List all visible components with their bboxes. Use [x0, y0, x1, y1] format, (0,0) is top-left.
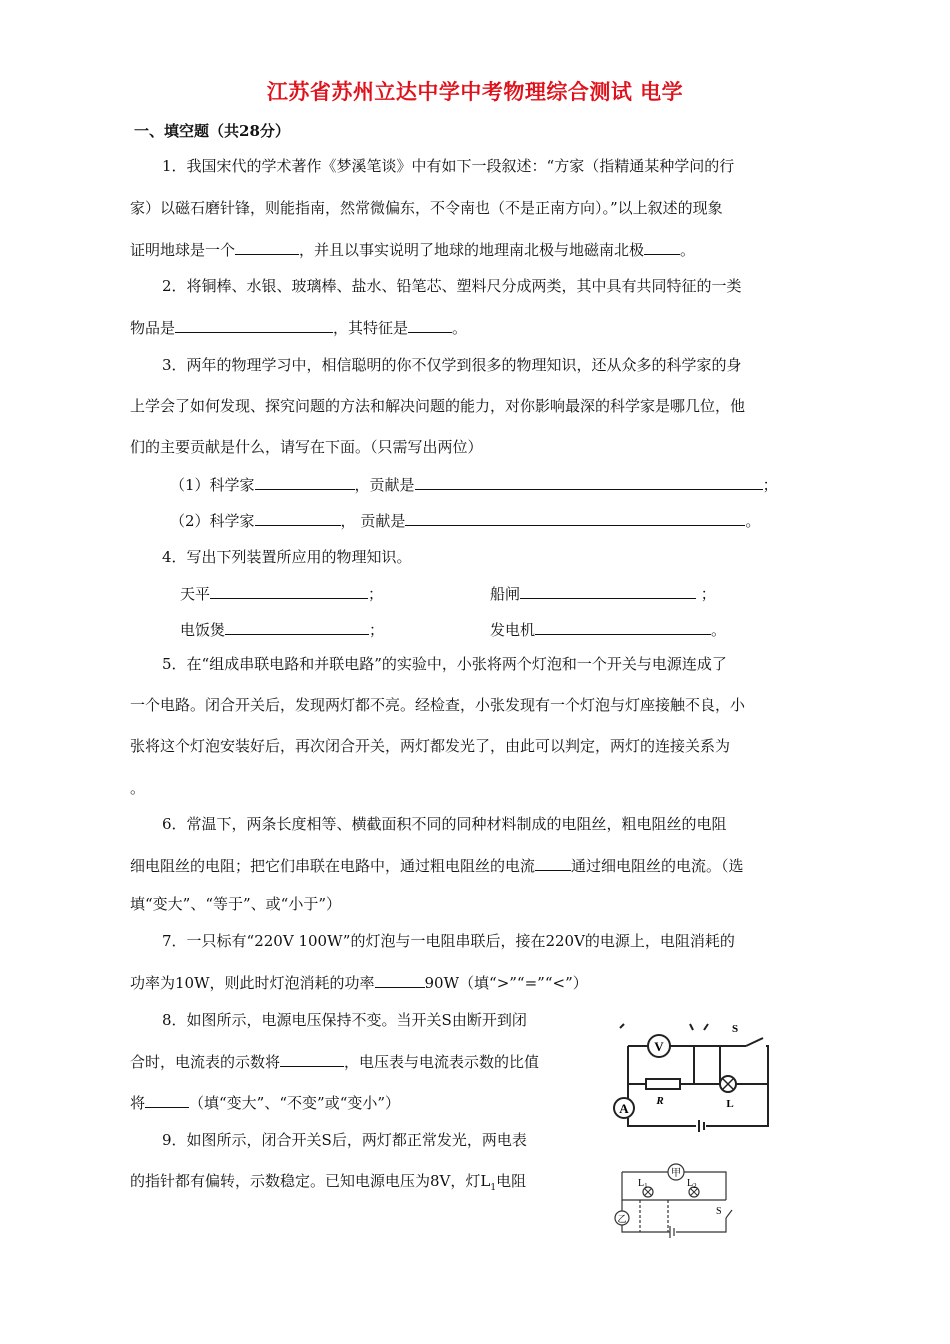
q7-text-b: 90W（填“>”“=”“<”） [424, 974, 588, 992]
section-heading: 一、填空题（共28分） [134, 122, 290, 140]
q9-line2 [130, 1171, 590, 1198]
q2-line1: 2．将铜棒、水银、玻璃棒、盐水、铅笔芯、塑料尺分成两类，其中具有共同特征的一类 [162, 277, 742, 295]
q2-text-c: 。 [452, 319, 468, 337]
page-title: 江苏省苏州立达中学中考物理综合测试 电学 [266, 79, 684, 104]
q4-a-label: 天平 [180, 585, 211, 603]
q1-line2: 家）以磁石磨针锋，则能指南，然常微偏东，不令南也（不是正南方向）。”以上叙述的现象 [130, 199, 723, 217]
q1-text-b: ，并且以事实说明了地球的地理南北极与地磁南北极 [299, 241, 645, 259]
fig2-jia-label: 甲 [671, 1168, 681, 1179]
q9-text-b: 电阻 [496, 1172, 527, 1190]
q7-line2 [130, 972, 820, 993]
q6-text-b: 通过细电阻丝的电流。（选 [571, 857, 744, 875]
q4-c-label: 电饭煲 [180, 621, 226, 639]
q2-blank-1[interactable] [175, 317, 333, 333]
q3-s2-text-b: ， 贡献是 [340, 512, 406, 530]
circuit-figure-q9 [608, 1160, 743, 1240]
fig1-l-label: L [726, 1098, 734, 1110]
q8-text-d: （填“变大”、“不变”或“变小”） [189, 1094, 401, 1112]
fig1-r-label: R [656, 1095, 664, 1107]
q1-blank-2[interactable] [644, 239, 680, 255]
q3-s2-text-a: （2）科学家 [170, 512, 255, 530]
q8-line2 [130, 1051, 590, 1072]
q3-line2: 上学会了如何发现、探究问题的方法和解决问题的能力，对你影响最深的科学家是哪几位，他 [130, 397, 746, 415]
q4-c-blank[interactable] [225, 619, 369, 635]
q4-b-label: 船闸 [490, 585, 521, 603]
q3-s1-text-b: ，贡献是 [354, 476, 415, 494]
q5-line3: 张将这个灯泡安装好后，再次闭合开关，两灯都发光了，由此可以判定，两灯的连接关系为 [130, 737, 731, 755]
q1-text-c: 。 [680, 241, 696, 259]
circuit-figure-q8 [608, 1018, 778, 1138]
q6-line1: 6．常温下，两条长度相等、横截面积不同的同种材料制成的电阻丝，粗电阻丝的电阻 [162, 815, 727, 833]
q4-b-blank[interactable] [520, 583, 696, 599]
q4-a-blank[interactable] [210, 583, 368, 599]
q3-line1: 3．两年的物理学习中，相信聪明的你不仅学到很多的物理知识，还从众多的科学家的身 [162, 356, 742, 374]
q7-line1: 7．一只标有“220V 100W”的灯泡与一电阻串联后，接在220V的电源上，电阻消耗的 [162, 932, 735, 950]
q4-c-end: ； [369, 621, 385, 639]
q3-s1-text-a: （1）科学家 [170, 476, 255, 494]
q3-sub1 [170, 474, 860, 495]
q2-blank-2[interactable] [408, 317, 452, 333]
q3-s2-blank-1[interactable] [255, 510, 341, 526]
q8-blank-1[interactable] [280, 1051, 344, 1067]
q4-item-a [180, 583, 480, 604]
q4-item-b [490, 583, 790, 604]
q1-line3 [130, 239, 820, 260]
q6-text-a: 细电阻丝的电阻；把它们串联在电路中，通过粗电阻丝的电流 [130, 857, 536, 875]
fig1-v-label: V [654, 1039, 664, 1054]
q4-d-blank[interactable] [535, 619, 711, 635]
q4-d-end: 。 [711, 621, 727, 639]
q5-line1: 5．在“组成串联电路和并联电路”的实验中，小张将两个灯泡和一个开关与电源连成了 [162, 655, 727, 673]
q9-text-a: 的指针都有偏转，示数稳定。已知电源电压为8V，灯L [130, 1172, 491, 1190]
q2-text-a: 物品是 [130, 319, 176, 337]
q3-s2-text-c: 。 [745, 512, 761, 530]
q8-blank-2[interactable] [145, 1092, 189, 1108]
q5-line4: 。 [130, 779, 146, 797]
fig1-s-label: S [732, 1023, 739, 1035]
q3-s1-blank-2[interactable] [415, 474, 763, 490]
q6-line3: 填“变大”、“等于”、或“小于”） [130, 895, 342, 913]
q7-text-a: 功率为10W，则此时灯泡消耗的功率 [130, 974, 375, 992]
q9-line1: 9．如图所示，闭合开关S后，两灯都正常发光，两电表 [162, 1131, 527, 1149]
q4-line1: 4．写出下列装置所应用的物理知识。 [162, 548, 412, 566]
q7-blank[interactable] [375, 972, 425, 988]
q2-text-b: ，其特征是 [333, 319, 409, 337]
q3-sub2 [170, 510, 860, 531]
q3-s2-blank-2[interactable] [405, 510, 745, 526]
q4-d-label: 发电机 [490, 621, 536, 639]
q8-line3 [130, 1092, 590, 1113]
q1-text-a: 证明地球是一个 [130, 241, 236, 259]
q6-line2 [130, 855, 820, 876]
q8-line1: 8．如图所示，电源电压保持不变。当开关S由断开到闭 [162, 1011, 527, 1029]
q4-a-end: ； [368, 585, 384, 603]
fig2-l1-label: $L_1$ [638, 1178, 648, 1190]
q5-line2: 一个电路。闭合开关后，发现两灯都不亮。经检查，小张发现有一个灯泡与灯座接触不良，小 [130, 696, 746, 714]
fig2-l2-label: $L_2$ [687, 1178, 697, 1190]
q3-line3: 们的主要贡献是什么，请写在下面。（只需写出两位） [130, 438, 483, 456]
q1-line1: 1．我国宋代的学术著作《梦溪笔谈》中有如下一段叙述：“方家（指精通某种学问的行 [162, 157, 735, 175]
q2-line2 [130, 317, 820, 338]
q4-b-end: ； [696, 585, 716, 603]
fig2-s-label: S [716, 1206, 722, 1217]
q4-item-c [180, 619, 480, 640]
resistor-icon [646, 1079, 680, 1089]
q9-subscript: 1 [490, 1183, 497, 1193]
fig1-a-label: A [619, 1101, 629, 1116]
q1-blank-1[interactable] [235, 239, 299, 255]
fig2-yi-label: 乙 [617, 1215, 627, 1225]
q8-text-a: 合时，电流表的示数将 [130, 1053, 281, 1071]
q4-item-d [490, 619, 790, 640]
q6-blank[interactable] [535, 855, 571, 871]
q3-s1-blank-1[interactable] [255, 474, 355, 490]
q8-text-b: ，电压表与电流表示数的比值 [344, 1053, 540, 1071]
q8-text-c: 将 [130, 1094, 146, 1112]
q3-s1-text-c: ； [762, 476, 778, 494]
